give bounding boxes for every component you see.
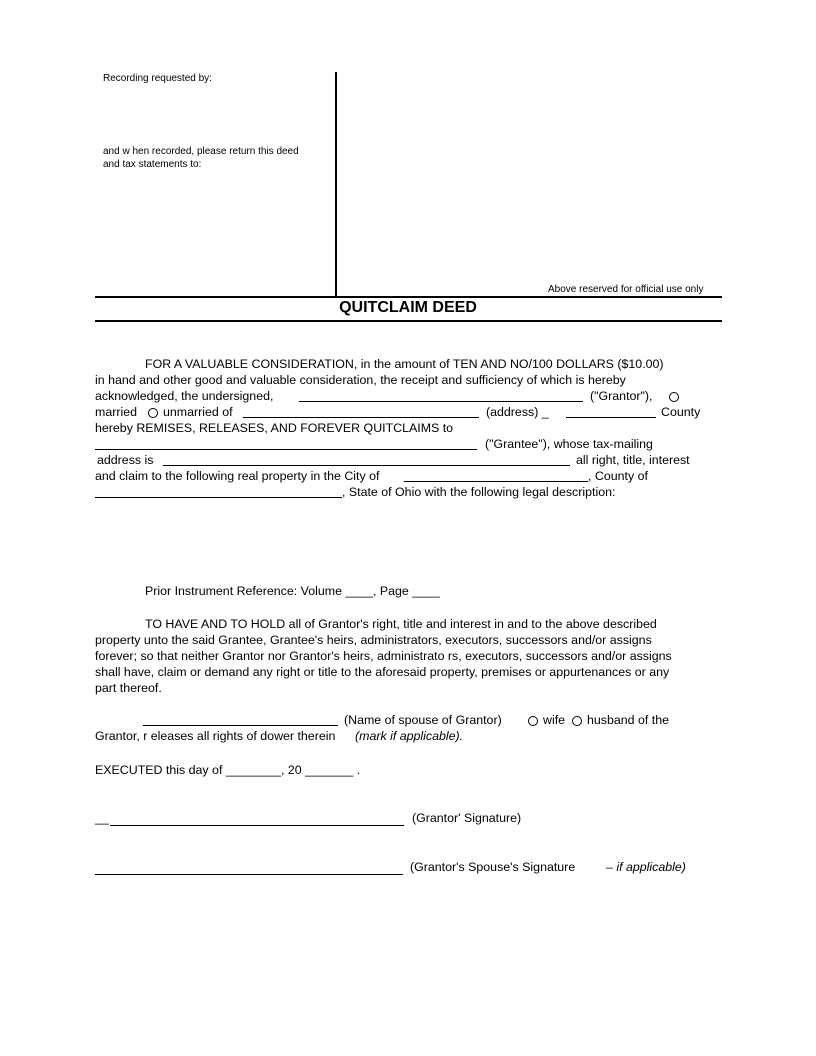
document-title: QUITCLAIM DEED [339,299,477,316]
wife-checkbox[interactable] [528,716,538,726]
header-divider-vertical [335,72,337,297]
married-checkbox[interactable] [669,392,679,402]
county-label: County [661,405,701,419]
spouse-signature-label: (Grantor's Spouse's Signature [410,860,576,874]
consideration-line: FOR A VALUABLE CONSIDERATION, in the amount of TEN AND NO/100 DOLLARS ($10.00) [145,357,664,371]
husband-checkbox[interactable] [572,716,582,726]
county-of-label: , County of [588,469,648,483]
habendum-line1: TO HAVE AND TO HOLD all of Grantor's right, title and interest in and to the above described [145,617,657,631]
spouse-signature-note: – if applicable) [606,860,686,874]
grantor-label: ("Grantor"), [590,389,653,403]
property-county-field[interactable] [95,497,342,498]
title-rule [95,320,722,322]
prior-instrument-reference: Prior Instrument Reference: Volume ____, Page ____ [145,584,440,598]
state-clause: , State of Ohio with the following legal description: [342,485,616,499]
address-is-label: address is [97,453,154,467]
grantor-signature-line[interactable] [110,825,404,826]
header-rule-top [95,296,722,298]
spouse-name-field[interactable] [143,725,338,726]
habendum-line4: shall have, claim or demand any right or title to the aforesaid property, premises or appurtenances or any [95,665,670,679]
executed-date-line: EXECUTED this day of ________, 20 _______ . [95,763,361,777]
mark-if-applicable-note: (mark if applicable). [355,729,464,743]
grantor-signature-prefix: __ [95,811,109,825]
para1-line2: in hand and other good and valuable consideration, the receipt and sufficiency of which is hereby [95,373,626,387]
grantee-name-field[interactable] [95,449,477,450]
wife-label: wife [543,713,566,727]
city-field[interactable] [404,481,588,482]
habendum-line3: forever; so that neither Grantor nor Grantor's heirs, administrato rs, executors, successors and/or assigns [95,649,672,663]
city-clause: and claim to the following real property in the City of [95,469,380,483]
address-label: (address) _ [486,405,549,419]
interest-label: all right, title, interest [576,453,690,467]
grantor-signature-label: (Grantor' Signature) [412,811,522,825]
spouse-name-label: (Name of spouse of Grantor) [344,713,502,727]
quitclaim-clause: hereby REMISES, RELEASES, AND FOREVER QUITCLAIMS to [95,421,454,435]
grantor-county-field[interactable] [566,417,656,418]
unmarried-label: unmarried of [163,405,233,419]
grantee-address-field[interactable] [163,465,570,466]
unmarried-checkbox[interactable] [148,408,158,418]
reserved-label: Above reserved for official use only [548,284,704,295]
married-label: married [95,405,137,419]
habendum-line5: part thereof. [95,681,162,695]
spouse-signature-line[interactable] [95,874,403,875]
para1-line3-text: acknowledged, the undersigned, [95,389,274,403]
habendum-line2: property unto the said Grantee, Grantee's heirs, administrators, executors, successors and/or assigns [95,633,652,647]
return-instructions-line1: and w hen recorded, please return this deed [103,146,299,157]
return-instructions-line2: and tax statements to: [103,159,202,170]
dower-release-text: Grantor, r eleases all rights of dower therein [95,729,336,743]
grantee-label: ("Grantee"), whose tax-mailing [485,437,653,451]
grantor-residence-field[interactable] [243,417,479,418]
grantor-name-field[interactable] [299,401,583,402]
husband-label: husband of the [587,713,669,727]
recording-requested-label: Recording requested by: [103,73,212,84]
